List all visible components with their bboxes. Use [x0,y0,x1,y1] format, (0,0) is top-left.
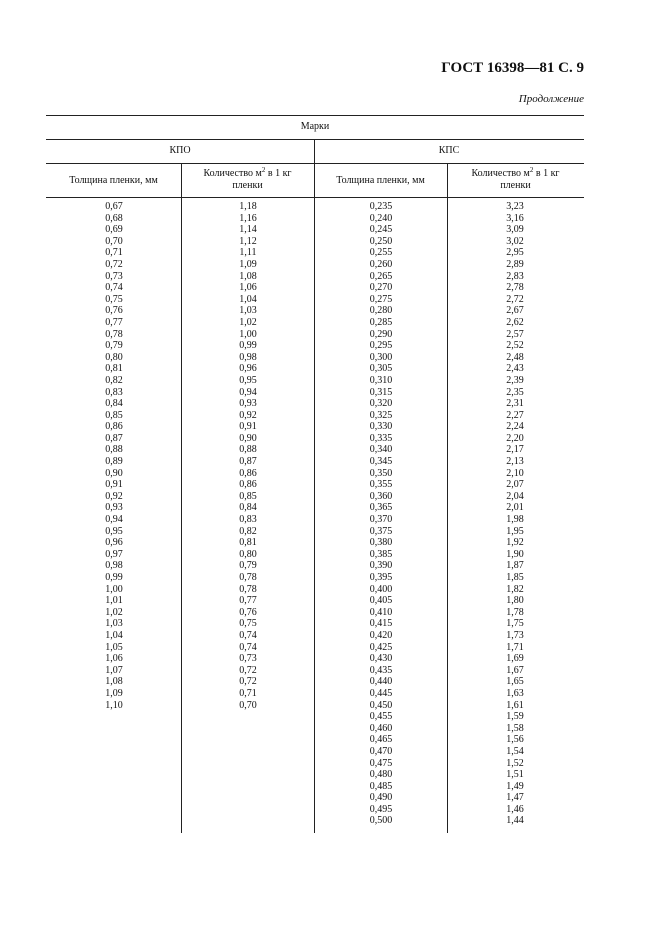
table-cell: 0,91 [105,479,123,491]
table-cell: 0,85 [105,409,123,421]
table-cell: 1,04 [239,293,257,305]
table-cell: 0,74 [105,282,123,294]
table-cell: 0,240 [369,212,393,224]
table-cell: 0,95 [105,525,123,537]
table-cell: 0,95 [239,374,257,386]
table-cell: 1,10 [105,699,123,711]
table-cell: 0,320 [369,398,393,410]
table-cell: 0,92 [239,409,257,421]
table-cell: 1,04 [105,629,123,641]
table-cell: 0,87 [105,432,123,444]
table-cell: 0,305 [369,363,393,375]
table-cell: 0,78 [105,328,123,340]
continuation-label: Продолжение [518,93,584,105]
table-cell: 1,09 [239,258,257,270]
table-cell: 1,56 [506,734,524,746]
kpo-quantity-header: Количество $м^2$ в 1 кг пленки [203,166,292,191]
table-cell: 0,315 [369,386,393,398]
table-cell: 0,400 [369,583,393,595]
table-cell: 0,96 [239,363,257,375]
table-cell: 0,75 [105,293,123,305]
table-top-rule [46,115,584,116]
table-cell: 0,495 [369,803,393,815]
table-cell: 0,67 [105,201,123,212]
table-cell: 0,81 [239,537,257,549]
table-cell: 1,00 [105,583,123,595]
brand-divider [314,139,315,833]
table-cell: 0,71 [105,247,123,259]
kps-thickness-header: Толщина пленки, мм [336,175,425,186]
table-cell: 0,270 [369,282,393,294]
table-cell: 0,71 [239,687,257,699]
table-cell: 0,265 [369,270,393,282]
table-cell: 0,80 [239,548,257,560]
table-cell: 0,380 [369,537,393,549]
table-cell: 1,18 [239,201,257,212]
table-cell: 0,74 [239,641,257,653]
table-cell: 0,91 [239,421,257,433]
table-cell: 0,440 [369,676,393,688]
table-cell: 2,62 [506,316,524,328]
table-cell: 0,86 [105,421,123,433]
table-cell: 0,500 [369,815,393,827]
table-cell: 0,280 [369,305,393,317]
table-cell: 1,59 [506,711,524,723]
table-cell: 0,245 [369,224,393,236]
table-cell: 0,92 [105,490,123,502]
table-cell: 0,82 [239,525,257,537]
table-cell: 1,52 [506,757,524,769]
table-cell: 0,86 [239,479,257,491]
table-cell: 0,79 [105,340,123,352]
table-cell: 0,335 [369,432,393,444]
table-cell: 0,74 [239,629,257,641]
table-cell: 1,16 [239,212,257,224]
table-cell: 0,87 [239,456,257,468]
table-cell: 2,39 [506,374,524,386]
table-cell: 0,490 [369,792,393,804]
table-cell: 0,250 [369,235,393,247]
table-cell: 0,345 [369,456,393,468]
brand-kps-label: КПС [438,145,460,156]
table-cell: 0,325 [369,409,393,421]
table-cell: 2,24 [506,421,524,433]
table-cell: 0,94 [105,514,123,526]
table-cell: 2,72 [506,293,524,305]
table-cell: 1,02 [239,316,257,328]
table-cell: 0,355 [369,479,393,491]
table-cell: 0,70 [105,235,123,247]
table-cell: 0,86 [239,467,257,479]
table-cell: 1,90 [506,548,524,560]
table-cell: 1,08 [105,676,123,688]
table-cell: 0,460 [369,722,393,734]
table-cell: 2,43 [506,363,524,375]
table-cell: 1,02 [105,606,123,618]
table-cell: 0,81 [105,363,123,375]
table-cell: 0,80 [105,351,123,363]
table-cell: 0,370 [369,514,393,526]
table-cell: 0,83 [105,386,123,398]
table-cell: 0,96 [105,537,123,549]
table-cell: 1,69 [506,653,524,665]
kpo-column-divider [181,163,182,833]
table-cell: 1,09 [105,687,123,699]
table-cell: 0,310 [369,374,393,386]
table-cell: 0,290 [369,328,393,340]
table-cell: 1,01 [105,595,123,607]
kpo-thickness-column [76,201,152,711]
table-cell: 1,78 [506,606,524,618]
table-cell: 1,06 [239,282,257,294]
table-cell: 0,260 [369,258,393,270]
table-cell: 0,475 [369,757,393,769]
kps-quantity-header: Количество $м^2$ в 1 кг пленки [471,166,560,191]
table-cell: 0,330 [369,421,393,433]
table-cell: 1,03 [239,305,257,317]
table-cell: 0,94 [239,386,257,398]
table-cell: 0,455 [369,711,393,723]
table-cell: 1,61 [506,699,524,711]
table-cell: 0,385 [369,548,393,560]
table-cell: 1,00 [239,328,257,340]
table-cell: 0,430 [369,653,393,665]
table-cell: 0,295 [369,340,393,352]
table-cell: 1,03 [105,618,123,630]
table-cell: 1,65 [506,676,524,688]
table-cell: 0,275 [369,293,393,305]
table-cell: 0,350 [369,467,393,479]
table-cell: 0,390 [369,560,393,572]
table-cell: 1,05 [105,641,123,653]
table-cell: 0,425 [369,641,393,653]
table-cell: 0,73 [105,270,123,282]
table-cell: 2,83 [506,270,524,282]
table-cell: 1,92 [506,537,524,549]
table-cell: 0,445 [369,687,393,699]
table-cell: 2,31 [506,398,524,410]
table-cell: 0,420 [369,629,393,641]
table-cell: 2,78 [506,282,524,294]
table-cell: 0,90 [239,432,257,444]
table-cell: 0,77 [239,595,257,607]
table-cell: 2,35 [506,386,524,398]
table-cell: 3,02 [506,235,524,247]
table-cell: 2,95 [506,247,524,259]
table-cell: 1,54 [506,745,524,757]
table-cell: 2,13 [506,456,524,468]
table-cell: 0,78 [239,583,257,595]
table-cell: 1,51 [506,769,524,781]
table-cell: 1,11 [239,247,257,259]
table-cell: 0,76 [105,305,123,317]
table-cell: 1,87 [506,560,524,572]
kps-column-divider [447,163,448,833]
table-cell: 0,365 [369,502,393,514]
table-cell: 0,93 [239,398,257,410]
table-cell: 2,07 [506,479,524,491]
table-cell: 3,16 [506,212,524,224]
table-cell: 2,01 [506,502,524,514]
table-cell: 3,23 [506,201,524,212]
table-cell: 2,04 [506,490,524,502]
table-cell: 1,46 [506,803,524,815]
table-cell: 0,97 [105,548,123,560]
table-cell: 0,72 [239,664,257,676]
table-cell: 0,375 [369,525,393,537]
table-cell: 0,72 [239,676,257,688]
table-cell: 0,76 [239,606,257,618]
table-cell: 3,09 [506,224,524,236]
table-cell: 0,480 [369,769,393,781]
table-cell: 0,470 [369,745,393,757]
table-cell: 0,82 [105,374,123,386]
table-cell: 0,78 [239,572,257,583]
table-cell: 0,405 [369,595,393,607]
table-cell: 0,485 [369,780,393,792]
table-cell: 1,63 [506,687,524,699]
table-cell: 2,27 [506,409,524,421]
table-cell: 1,95 [506,525,524,537]
table-cell: 0,88 [105,444,123,456]
kps-thickness-column [343,201,419,827]
group-title: Марки [300,121,330,132]
table-cell: 0,465 [369,734,393,746]
table-cell: 0,450 [369,699,393,711]
table-cell: 0,255 [369,247,393,259]
table-cell: 2,89 [506,258,524,270]
table-cell: 0,395 [369,572,393,583]
brand-row-rule [46,163,584,164]
table-cell: 0,99 [105,572,123,583]
kpo-quantity-column [210,201,286,711]
table-cell: 0,435 [369,664,393,676]
brand-kpo-label: КПО [169,145,191,156]
table-cell: 2,67 [506,305,524,317]
table-cell: 0,83 [239,514,257,526]
group-title-rule [46,139,584,140]
table-cell: 0,72 [105,258,123,270]
table-cell: 0,98 [105,560,123,572]
table-cell: 1,82 [506,583,524,595]
table-cell: 0,79 [239,560,257,572]
table-cell: 0,85 [239,490,257,502]
table-cell: 0,360 [369,490,393,502]
table-cell: 0,70 [239,699,257,711]
table-cell: 0,68 [105,212,123,224]
table-cell: 0,88 [239,444,257,456]
table-cell: 2,17 [506,444,524,456]
table-cell: 1,47 [506,792,524,804]
table-cell: 0,93 [105,502,123,514]
table-cell: 1,49 [506,780,524,792]
table-cell: 2,20 [506,432,524,444]
table-cell: 1,12 [239,235,257,247]
table-cell: 0,285 [369,316,393,328]
table-cell: 0,89 [105,456,123,468]
table-cell: 1,07 [105,664,123,676]
table-cell: 0,73 [239,653,257,665]
table-cell: 2,48 [506,351,524,363]
table-cell: 1,73 [506,629,524,641]
table-cell: 1,85 [506,572,524,583]
table-cell: 1,44 [506,815,524,827]
table-cell: 0,340 [369,444,393,456]
table-cell: 0,90 [105,467,123,479]
table-cell: 1,67 [506,664,524,676]
kps-quantity-column [477,201,553,827]
table-cell: 0,300 [369,351,393,363]
table-cell: 2,57 [506,328,524,340]
table-cell: 1,58 [506,722,524,734]
table-cell: 1,71 [506,641,524,653]
kpo-thickness-header: Толщина пленки, мм [69,175,158,186]
table-cell: 0,84 [105,398,123,410]
table-cell: 1,75 [506,618,524,630]
table-cell: 1,80 [506,595,524,607]
table-cell: 2,10 [506,467,524,479]
table-cell: 0,410 [369,606,393,618]
header-bottom-rule [46,197,584,198]
table-cell: 0,235 [369,201,393,212]
table-cell: 0,415 [369,618,393,630]
table-cell: 0,98 [239,351,257,363]
table-cell: 1,08 [239,270,257,282]
table-cell: 1,06 [105,653,123,665]
table-cell: 2,52 [506,340,524,352]
standard-header: ГОСТ 16398—81 С. 9 [441,60,584,76]
table-cell: 0,75 [239,618,257,630]
table-cell: 0,77 [105,316,123,328]
table-cell: 1,98 [506,514,524,526]
table-cell: 0,69 [105,224,123,236]
table-cell: 0,99 [239,340,257,352]
table-cell: 0,84 [239,502,257,514]
table-cell: 1,14 [239,224,257,236]
